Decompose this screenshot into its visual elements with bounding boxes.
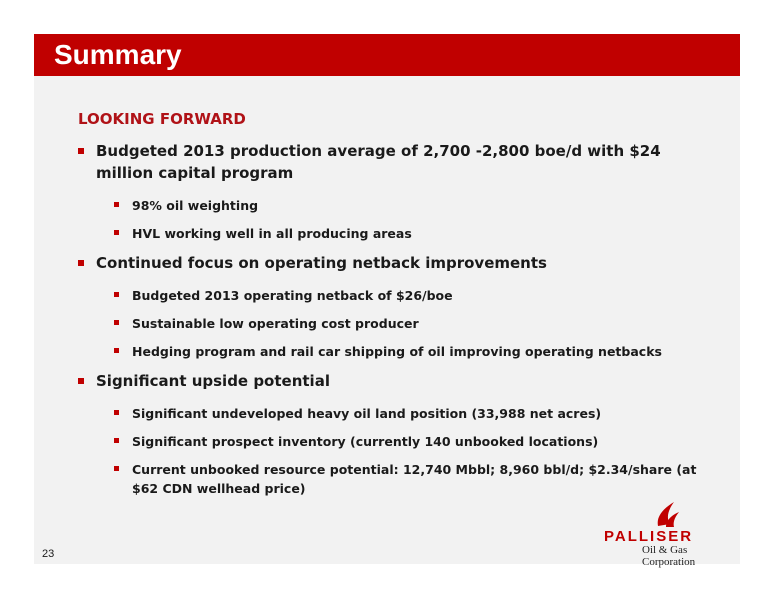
logo-brand-name: PALLISER	[604, 528, 694, 545]
sub-bullet-text: Significant prospect inventory (currently 140 unbooked locations)	[132, 434, 599, 449]
sub-bullet-item	[114, 404, 718, 423]
sub-bullet-text: Significant undeveloped heavy oil land position (33,988 net acres)	[132, 406, 602, 421]
square-bullet-icon	[78, 260, 84, 266]
sub-bullet-text: 98% oil weighting	[132, 198, 259, 213]
sub-bullet-text: Current unbooked resource potential: 12,740 Mbbl; 8,960 bbl/d; $2.34/share (at $62 CDN wellhead price)	[132, 462, 697, 496]
square-bullet-icon	[114, 466, 119, 471]
sub-bullet-item	[114, 224, 718, 243]
sub-bullet-item	[114, 460, 718, 498]
bullet-text: Continued focus on operating netback improvements	[96, 254, 547, 272]
square-bullet-icon	[114, 348, 119, 353]
square-bullet-icon	[114, 438, 119, 443]
sub-bullet-item	[114, 286, 718, 305]
bullet-text: Significant upside potential	[96, 372, 330, 390]
sub-bullet-item	[114, 432, 718, 451]
square-bullet-icon	[78, 378, 84, 384]
bullet-text: Budgeted 2013 production average of 2,700 -2,800 boe/d with $24 million capital program	[96, 142, 661, 182]
sub-bullet-text: HVL working well in all producing areas	[132, 226, 412, 241]
sub-bullet-text: Budgeted 2013 operating netback of $26/boe	[132, 288, 453, 303]
square-bullet-icon	[114, 410, 119, 415]
sub-bullet-text: Hedging program and rail car shipping of oil improving operating netbacks	[132, 344, 662, 359]
square-bullet-icon	[114, 320, 119, 325]
flame-swoosh-icon	[652, 500, 682, 530]
square-bullet-icon	[114, 230, 119, 235]
section-heading: LOOKING FORWARD	[78, 110, 246, 128]
sub-bullet-item	[114, 342, 718, 361]
slide-title: Summary	[54, 39, 182, 70]
square-bullet-icon	[114, 292, 119, 297]
page-number: 23	[42, 548, 55, 560]
sub-bullet-text: Sustainable low operating cost producer	[132, 316, 419, 331]
sub-bullet-item	[114, 196, 718, 215]
bullet-item	[78, 140, 718, 184]
square-bullet-icon	[78, 148, 84, 154]
company-logo	[604, 500, 736, 568]
square-bullet-icon	[114, 202, 119, 207]
logo-subtitle: Oil & Gas Corporation	[642, 544, 696, 568]
title-bar	[34, 34, 740, 76]
bullet-item	[78, 370, 718, 392]
sub-bullet-item	[114, 314, 718, 333]
bullet-item	[78, 252, 718, 274]
slide-content	[78, 110, 718, 507]
